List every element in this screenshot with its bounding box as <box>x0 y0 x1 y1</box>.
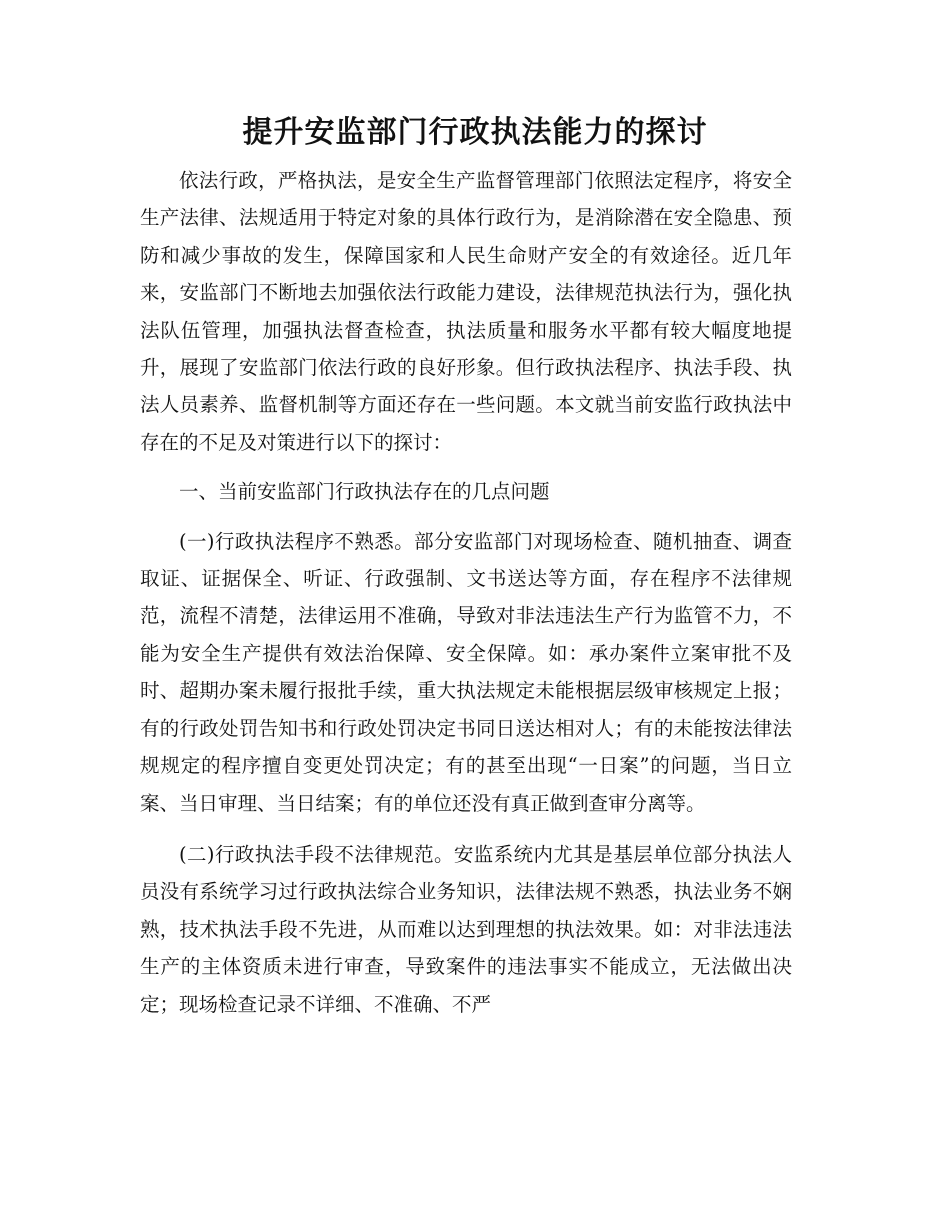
section-heading-1: 一、当前安监部门行政执法存在的几点问题 <box>179 480 550 504</box>
paragraph-item-1: (一)行政执法程序不熟悉。部分安监部门对现场检查、随机抽查、调查取证、证据保全、听证、行政强制、文书送达等方面，存在程序不法律规范，流程不清楚，法律运用不准确，导致对非法违法生产行为监管不力，不能为安全生产提供有效法治保障、安全保障。如：承办案件立案审批不及时、超期办案未履行报批手续，重大执法规定未能根据层级审核规定上报；有的行政处罚告知书和行政处罚决定书同日送达相对人；有的未能按法律法规规定的程序擅自变更处罚决定；有的甚至出现“一日案”的问题，当日立案、当日审理、当日结案；有的单位还没有真正做到查审分离等。 <box>140 529 792 815</box>
paragraph-intro: 依法行政，严格执法，是安全生产监督管理部门依照法定程序，将安全生产法律、法规适用于特定对象的具体行政行为，是消除潜在安全隐患、预防和减少事故的发生，保障国家和人民生命财产安全的有效途径。近几年来，安监部门不断地去加强依法行政能力建设，法律规范执法行为，强化执法队伍管理，加强执法督查检查，执法质量和服务水平都有较大幅度地提升，展现了安监部门依法行政的良好形象。但行政执法程序、执法手段、执法人员素养、监督机制等方面还存在一些问题。本文就当前安监行政执法中存在的不足及对策进行以下的探讨： <box>140 169 792 454</box>
document-body <box>140 162 792 1023</box>
paragraph-item-2: (二)行政执法手段不法律规范。安监系统内尤其是基层单位部分执法人员没有系统学习过行政执法综合业务知识，法律法规不熟悉，执法业务不娴熟，技术执法手段不先进，从而难以达到理想的执法效果。如：对非法违法生产的主体资质未进行审查，导致案件的违法事实不能成立，无法做出决定；现场检查记录不详细、不准确、不严 <box>140 842 792 1016</box>
document-title: 提升安监部门行政执法能力的探讨 <box>242 115 708 150</box>
